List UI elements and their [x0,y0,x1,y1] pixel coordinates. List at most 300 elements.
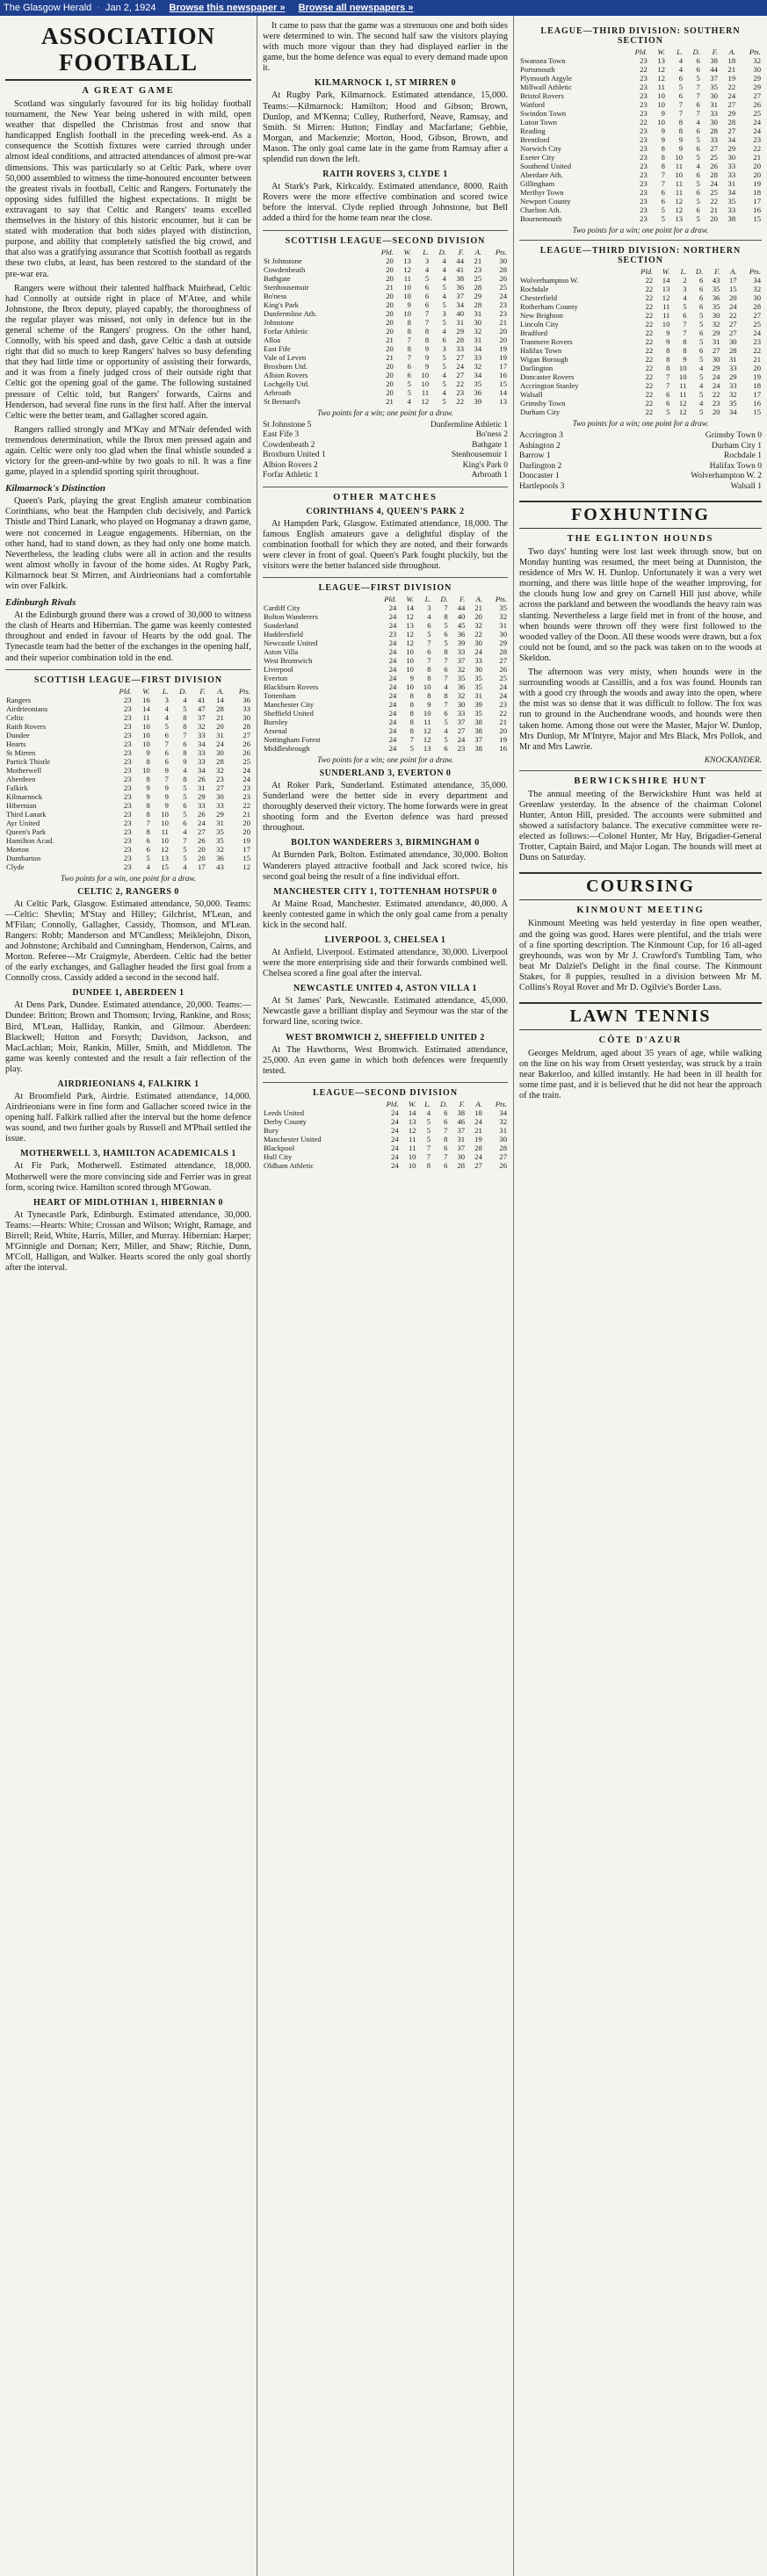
league-table [263,595,508,753]
table-row [519,364,762,372]
table-row [519,188,762,197]
table-cell: 26 [198,835,206,845]
table-cell: 8 [146,756,150,766]
table-cell: 19 [474,1134,482,1144]
table-cell: 24 [216,739,224,748]
table-cell: 37 [710,74,718,83]
table-cell: Hull City [264,1151,293,1161]
table-cell: 25 [753,109,761,118]
article-paragraph: It came to pass that the game was a strenuous one and both sides were determined to win. The second half saw the visitors playing with much more vigour than they had displayed earlier in the game, but the home defence was equal to every demand made upon it. [263,21,508,74]
table-cell: 33 [198,730,206,740]
table-cell: 17 [242,844,250,854]
table-cell: 37 [457,1143,466,1152]
table-cell: 7 [444,603,448,612]
table-cell: 4 [146,862,150,871]
table-cell: 7 [407,335,411,344]
table-cell: 22 [645,320,654,328]
table-cell: 8 [427,673,431,682]
table-cell: 6 [407,361,411,371]
table-cell: Huddersfield [264,629,303,639]
table-cell: 37 [457,717,466,726]
browse-newspaper-link[interactable]: Browse this newspaper » [169,3,286,13]
table-cell: 23 [124,774,132,783]
table-cell: Aberdare Ath. [520,170,563,179]
table-cell: Motherwell [6,765,42,775]
table-cell: 23 [712,399,720,408]
table-cell: 7 [678,109,684,118]
table-cell: 19 [499,352,507,362]
table-cell: 6 [696,126,700,135]
table-cell: 5 [442,352,446,362]
table-cell: 22 [753,144,761,153]
table-cell: 32 [753,285,761,293]
table-cell: 30 [457,1151,466,1161]
table-row [263,362,508,371]
table-cell: 4 [164,704,169,713]
table-cell: 5 [698,408,704,416]
table-cell: 7 [444,655,448,665]
table-cell: 33 [457,708,466,718]
table-cell: 5 [407,379,411,388]
table-cell: 8 [427,664,431,674]
table-cell: 23 [216,774,224,783]
table-cell: 32 [712,320,720,328]
table-cell: 14 [408,1108,416,1117]
table-cell: 22 [645,390,654,399]
table-row [5,827,251,836]
table-cell: 33 [727,170,736,179]
table-cell: 8 [146,826,150,836]
table-cell: 7 [426,1151,431,1161]
table-cell: 24 [242,774,250,783]
table-cell: 10 [675,170,684,179]
table-cell: 5 [696,135,700,144]
table-cell: 21 [386,335,394,344]
table-cell: Walsall [520,390,543,399]
match-result-heading: NEWCASTLE UNITED 4, ASTON VILLA 1 [293,984,477,994]
article-paragraph: Kinmount Meeting was held yesterday in fine open weather, and the going was good. Hares were plentiful, and the trials were of a fine sporting description. The Kinmount Cup, for 16 all-aged greyhounds, was won by Mr J. Crawford's Tumbling Tam, who beat Mr Dalziel's Delight in the final course. The Kinmount Stakes, for 8 puppies, resulted in a division between Mr M. Collins's Royal Rover and Mr D. Ogilvie's Border Lass. [519,919,762,992]
paper-name: The Glasgow Herald [4,3,92,13]
table-row [5,775,251,783]
article-paragraph: Two days' hunting were lost last week through snow, but on Monday hunting was resumed, the meet being at Dunniston, the residence of Mrs W. H. Dunlop. Unfortunately it was a very wet morning, and there was little hope of the weather improving, for the clouds hung low and grey on Carnell Hill just above, while across the parkland and between the woodlands the heavy rain was slanting. Nevertheless a large field met in front of the house, and when hounds were thrown off they were first followed to the wooded valley of the Doon. All these woods were drawn, but a fox could not be found, and so the pack was taken on to the woods at Skeldon. [519,547,762,663]
table-cell: 5 [661,214,665,223]
table-cell: 4 [407,396,411,406]
table-row [519,56,762,65]
table-cell: 23 [388,629,397,639]
table-cell: 29 [728,372,737,381]
table-row [5,731,251,740]
table-cell: 7 [407,352,411,362]
table-cell: 4 [183,765,187,775]
table-cell: 23 [753,337,761,346]
browse-all-newspapers-link[interactable]: Browse all newspapers » [298,3,414,13]
table-row [263,309,508,318]
table-row [519,346,762,355]
table-cell: Vale of Leven [264,352,307,362]
table-cell: 35 [727,197,736,206]
table-cell: 11 [409,1134,416,1144]
table-cell: Lincoln City [520,320,559,328]
table-cell: Queen's Park [6,826,47,836]
table-cell: Third Lanark [6,809,47,819]
table-cell: 8 [678,126,684,135]
match-report: At Stark's Park, Kirkcaldy. Estimated attendance, 8000. Raith Rovers were the more effective combination and scored twice before the interval. Clyde replied through Johnstone, but Bell added a third for the home team near the close. [263,182,508,224]
table-cell: 17 [753,390,761,399]
table-cell: 7 [426,1143,431,1152]
table-cell: 23 [242,783,250,792]
table-cell: 30 [712,311,720,320]
table-cell: 8 [683,337,687,346]
table-cell: 28 [710,170,718,179]
table-cell: 27 [728,328,737,337]
table-cell: 23 [640,100,648,109]
match-result-heading: CORINTHIANS 4, QUEEN'S PARK 2 [306,506,465,516]
table-cell: 10 [142,730,150,740]
table-cell: 14 [662,276,670,285]
home-team-score: Doncaster 1 [519,472,560,480]
table-cell: 24 [474,646,482,656]
table-cell: 33 [457,646,466,656]
table-cell: 5 [444,638,448,647]
table-cell: Burnley [264,717,288,726]
table-cell: 23 [124,704,132,713]
table-cell: 22 [645,408,654,416]
table-cell: 39 [457,638,466,647]
table-cell: 23 [640,188,648,197]
away-team-score: Walsall 1 [730,481,762,491]
table-cell: 23 [124,791,132,801]
table-cell: 6 [698,285,704,293]
table-cell: 33 [216,800,224,810]
table-cell: 6 [698,346,704,355]
table-cell: 30 [753,293,761,302]
column-header: L. [423,247,430,256]
table-cell: 28 [474,299,482,309]
table-cell: 23 [457,743,466,753]
table-cell: 27 [198,826,206,836]
table-cell: 8 [183,774,187,783]
table-cell: 37 [457,1125,466,1135]
table-cell: 35 [216,835,224,845]
section-heading-coursing: COURSING [519,872,762,900]
table-cell: 11 [161,826,169,836]
table-cell: 9 [164,800,169,810]
table-cell: 25 [710,188,718,197]
article-paragraph: Rangers were without their talented halfback Muirhead, Celtic had Connolly at outside right in place of M'Atee, and while Johnstone, the Ibrox deputy, played capably, the thoroughness of the regular player was missed, not only in defence but in the general scheme of the Rangers' progress. On the other hand, Connolly, with his speed and dash, gave Celtic a dash at outside right that did so much to keep Rangers' halves so busy defending that they had little time or opportunity of assisting their forwards, and it was from a finely judged cross of their outside right that Celtic got the opening goal of the game. The following sustained pressure of Celtic told, but Rangers' forwards, Cairns and Henderson, had several fine runs in the first half. After the interval Celtic were the better team, and Gallagher scored again. [5,283,251,421]
table-cell: Arbroath [264,387,292,397]
table-cell: 6 [696,65,700,74]
table-cell: 8 [409,725,414,735]
table-cell: 41 [198,695,206,704]
table-cell: 5 [146,853,150,862]
table-cell: 23 [124,721,132,731]
table-cell: 6 [424,282,430,292]
article-paragraph: Rangers rallied strongly and M'Kay and M'Nair defended with tremendous determination, while the Ibrox men pressed again and again. Celtic were only too glad when the final whistle sounded a victory for the green-and-white by two goals to nil. It was a fine game, played in a splendid sporting spirit throughout. [5,424,251,478]
table-cell: Reading [520,126,546,135]
table-cell: 4 [696,162,700,170]
table-cell: 6 [444,1143,448,1152]
table-cell: 7 [683,320,687,328]
table-cell: 15 [499,379,507,388]
table-cell: Swansea Town [520,56,566,65]
table-cell: 5 [696,74,700,83]
table-cell: 22 [645,337,654,346]
table-cell: Liverpool [264,664,293,674]
table-row [519,285,762,293]
table-cell: Swindon Town [520,109,567,118]
table-cell: 4 [442,370,446,379]
table-cell: 22 [456,379,464,388]
table-row [519,320,762,328]
table-cell: 28 [216,704,224,713]
away-team-score: Dunfermline Athletic 1 [430,420,508,429]
table-cell: 5 [183,704,187,713]
table-cell: 27 [727,100,736,109]
table-cell: 6 [683,311,687,320]
table-cell: Celtic [6,712,25,722]
table-cell: 6 [444,1160,448,1170]
table-cell: 31 [216,818,224,827]
table-cell: 34 [456,299,464,309]
table-cell: 4 [698,399,704,408]
table-cell: Middlesbrough [264,743,310,753]
table-cell: 10 [657,91,665,100]
table-cell: 38 [474,725,482,735]
table-row [263,283,508,292]
table-cell: Watford [520,100,545,109]
table-cell: 29 [753,74,761,83]
league-table-title: SCOTTISH LEAGUE—SECOND DIVISION [285,235,486,246]
table-cell: Wolverhampton W. [520,276,579,285]
table-cell: 7 [409,734,414,744]
table-cell: 7 [444,1125,448,1135]
table-cell: 23 [124,818,132,827]
table-cell: 8 [661,153,665,162]
table-cell: 4 [678,65,684,74]
table-cell: 38 [456,273,464,283]
table-cell: Darlington [520,364,554,372]
table-cell: 9 [666,328,670,337]
table-row [263,327,508,336]
table-cell: Johnstone [264,317,294,327]
table-cell: 29 [474,291,482,300]
column-1 [0,16,257,2576]
table-cell: 8 [409,690,414,700]
table-row [5,783,251,792]
column-header: D. [440,594,448,603]
table-row [263,371,508,379]
table-cell: 11 [657,83,665,91]
table-cell: 24 [388,682,397,691]
table-cell: Gillingham [520,179,555,188]
table-cell: 20 [386,361,394,371]
table-cell: 4 [678,56,684,65]
table-cell: 3 [442,308,446,318]
fixture-results [263,421,508,481]
match-report: At The Hawthorns, West Bromwich. Estimated attendance, 25,000. An even game in which both defences were frequently tested. [263,1044,508,1076]
table-cell: Newport County [520,197,571,206]
table-cell: 6 [183,818,187,827]
table-cell: Hibernian [6,800,37,810]
table-cell: 6 [424,291,430,300]
table-cell: Dumbarton [6,853,41,862]
table-cell: 13 [499,396,507,406]
table-cell: 5 [426,1134,431,1144]
table-cell: 29 [712,364,720,372]
table-cell: Sheffield United [264,708,314,718]
table-cell: 30 [216,747,224,757]
table-cell: 34 [728,408,737,416]
table-cell: 26 [499,273,507,283]
table-cell: 6 [444,629,448,639]
table-cell: 30 [710,118,718,126]
table-cell: 32 [474,361,482,371]
table-cell: 46 [457,1116,466,1126]
table-cell: 20 [728,293,737,302]
table-cell: 22 [753,346,761,355]
table-cell: 33 [710,109,718,118]
table-cell: Bolton Wanderers [264,611,318,621]
table-row [519,355,762,364]
table-row [5,757,251,766]
table-row [5,862,251,871]
table-cell: 4 [183,862,187,871]
table-cell: 10 [678,372,687,381]
table-cell: 4 [442,326,446,336]
table-cell: 2 [683,276,687,285]
fixture-line [519,462,762,473]
match-report: At Burnden Park, Bolton. Estimated attendance, 30,000. Bolton Wanderers played attractive football and Jack scored twice, his second goal being the result of a fine individual effort. [263,850,508,882]
table-row [519,179,762,188]
table-cell: 23 [124,695,132,704]
table-row [263,1108,508,1117]
table-cell: 7 [444,1151,448,1161]
table-cell: 6 [444,743,448,753]
table-cell: 6 [661,188,665,197]
article-paragraph: Queen's Park, playing the great English amateur combination Corinthians, who beat the Hampden club decisively, and Partick Thistle and Third Lanark, who played on Hogmanay a drawn game, were not concerned in League engagements. Hibernian, on the other hand, had to stand down, as they had only one home match. Nevertheless, the leading clubs were all in action and the results went almost wholly in favour of the home sides. At Rugby Park, Kilmarnock beat St Mirren, and Airdrieonians had a comfortable win over Falkirk. [5,496,251,592]
table-row [263,336,508,344]
table-cell: 25 [499,673,507,682]
table-cell: 4 [164,712,169,722]
table-cell: 29 [727,109,736,118]
table-cell: 23 [474,264,482,274]
table-cell: 36 [457,682,466,691]
table-cell: 21 [474,256,482,265]
table-cell: 20 [386,299,394,309]
column-header: D. [695,267,704,276]
table-cell: 8 [661,144,665,153]
table-cell: 6 [444,1108,448,1117]
table-cell: 28 [242,721,250,731]
table-row [519,302,762,311]
table-row [519,91,762,100]
table-cell: 13 [657,56,665,65]
table-cell: 5 [183,844,187,854]
table-cell: King's Park [264,299,299,309]
table-cell: 11 [421,387,430,397]
table-cell: 7 [444,699,448,709]
table-cell: 7 [696,83,700,91]
table-cell: 12 [408,1125,416,1135]
league-table [519,47,762,223]
table-row [5,704,251,713]
table-cell: 9 [678,144,684,153]
table-cell: 22 [645,399,654,408]
table-header-row [519,267,762,276]
table-cell: 4 [183,826,187,836]
table-cell: 5 [698,311,704,320]
match-result-heading: KILMARNOCK 1, ST MIRREN 0 [315,78,456,89]
table-row [5,713,251,722]
table-cell: 12 [406,638,414,647]
table-cell: 7 [666,381,670,390]
table-row [519,74,762,83]
table-cell: 26 [753,100,761,109]
table-cell: 33 [198,747,206,757]
table-cell: 35 [474,708,482,718]
table-cell: 12 [242,862,250,871]
table-cell: 5 [164,721,169,731]
column-header: L. [424,594,431,603]
table-cell: 5 [183,783,187,792]
table-row [263,397,508,406]
column-header: Pts. [749,47,761,56]
table-cell: 22 [645,346,654,355]
table-cell: 39 [474,699,482,709]
table-cell: 27 [710,144,718,153]
table-cell: 18 [727,56,736,65]
table-row [263,353,508,362]
table-cell: 12 [657,74,665,83]
table-cell: 5 [696,214,700,223]
table-cell: 24 [456,361,464,371]
table-row [263,621,508,630]
table-cell: 4 [698,364,704,372]
table-cell: Rotherham County [520,302,578,311]
table-cell: 9 [683,355,687,364]
table-cell: 23 [640,179,648,188]
table-cell: 6 [444,664,448,674]
table-cell: 14 [406,603,414,612]
table-cell: 6 [696,206,700,214]
table-cell: 23 [456,387,464,397]
table-cell: West Bromwich [264,655,313,665]
table-cell: 24 [388,717,397,726]
table-cell: 13 [662,285,670,293]
table-cell: Bristol Rovers [520,91,564,100]
match-report: At Fir Park, Motherwell. Estimated attendance, 18,000. Motherwell were the more convincing side and Ferrier was in great form, scoring twice. Hamilton scored through M'Gowan. [5,1161,251,1193]
table-cell: 10 [421,379,430,388]
table-cell: 24 [474,1151,482,1161]
article-signature: KNOCKANDER. [704,755,762,765]
table-cell: 8 [183,721,187,731]
match-result-heading: RAITH ROVERS 3, CLYDE 1 [322,170,448,180]
table-cell: 12 [161,844,169,854]
away-team-score: Halifax Town 0 [709,461,762,471]
table-cell: 25 [474,273,482,283]
table-cell: Leeds United [264,1108,305,1117]
table-cell: 34 [727,188,736,197]
table-cell: 36 [216,853,224,862]
table-cell: 28 [710,126,718,135]
table-cell: 27 [216,783,224,792]
column-header: W. [406,594,414,603]
article-subhead: OTHER MATCHES [333,492,438,502]
table-cell: 24 [712,381,720,390]
column-header: W. [142,686,150,696]
match-report: At Rugby Park, Kilmarnock. Estimated attendance, 15,000. Teams:—Kilmarnock: Hamilton; Hood and Gibson; Brown, Dunlop, and M'Kenna; Culley, Rutherford, Neave, Ramsay, and Smith. St Mirren: Hutton; Findlay and Macfarlane; Gebbie, Morgan, and Mackenzie; Morton, Hood, Gibson, Brown, and Mason. The only goal came late in the game from Ramsay after a splendid run down the left. [263,90,508,165]
table-cell: 28 [216,756,224,766]
